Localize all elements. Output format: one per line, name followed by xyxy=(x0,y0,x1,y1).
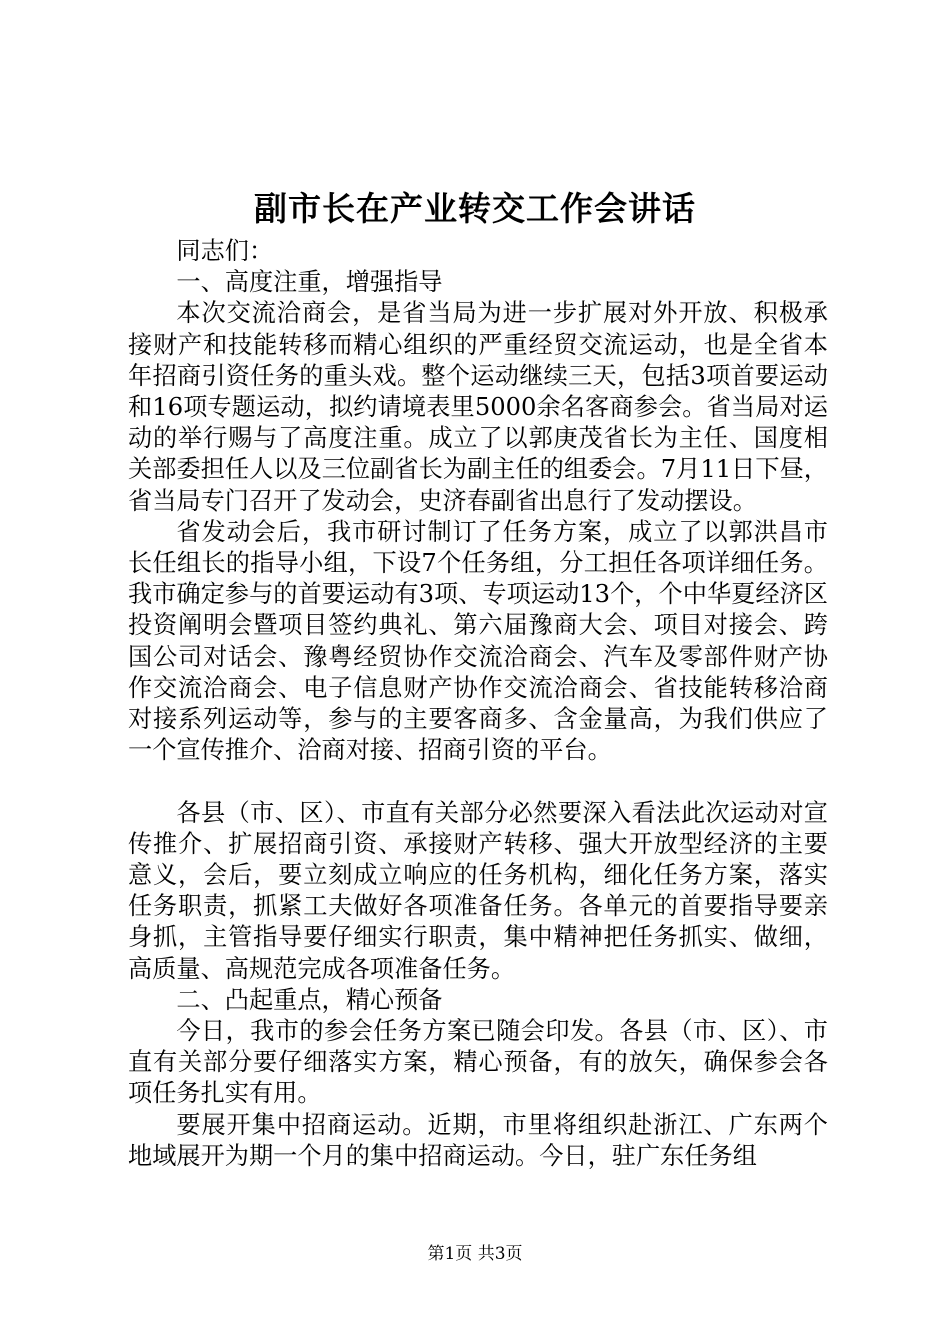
paragraph: 要展开集中招商运动。近期，市里将组织赴浙江、广东两个地域展开为期一个月的集中招商运动。今日，驻广东任务组 xyxy=(128,1110,828,1170)
page-footer: 第1页 共3页 xyxy=(427,1244,523,1264)
salutation: 同志们： xyxy=(176,237,274,265)
paragraph: 今日，我市的参会任务方案已随会印发。各县（市、区）、市直有关部分要仔细落实方案，精心预备，有的放矢，确保参会各项任务扎实有用。 xyxy=(128,1017,828,1108)
section-heading-1: 一、高度注重，增强指导 xyxy=(176,268,443,297)
paragraph: 省发动会后，我市研讨制订了任务方案，成立了以郭洪昌市长任组长的指导小组，下设7个任务组，分工担任各项详细任务。我市确定参与的首要运动有3项、专项运动13个，个中华夏经济区投资阐明会暨项目签约典礼、第六届豫商大会、项目对接会、跨国公司对话会、豫粤经贸协作交流洽商会、汽车及零部件财产协作交流洽商会、电子信息财产协作交流洽商会、省技能转移洽商对接系列运动等，参与的主要客商多、含金量高，为我们供应了一个宣传推介、洽商对接、招商引资的平台。 xyxy=(128,517,828,765)
paragraph: 各县（市、区）、市直有关部分必然要深入看法此次运动对宣传推介、扩展招商引资、承接财产转移、强大开放型经济的主要意义，会后，要立刻成立响应的任务机构，细化任务方案，落实任务职责，抓紧工夫做好各项准备任务。各单元的首要指导要亲身抓，主管指导要仔细实行职责，集中精神把任务抓实、做细，高质量、高规范完成各项准备任务。 xyxy=(128,798,828,983)
document-body xyxy=(128,236,828,1172)
paragraph: 本次交流洽商会，是省当局为进一步扩展对外开放、积极承接财产和技能转移而精心组织的严重经贸交流运动，也是全省本年招商引资任务的重头戏。整个运动继续三天，包括3项首要运动和16项专题运动，拟约请境表里5000余名客商参会。省当局对运动的举行赐与了高度注重。成立了以郭庚茂省长为主任、国度相关部委担任人以及三位副省长为副主任的组委会。7月11日下昼，省当局专门召开了发动会，史济春副省出息行了发动摆设。 xyxy=(128,299,828,515)
paragraph-gap xyxy=(128,766,828,797)
document-title: 副市长在产业转交工作会讲话 xyxy=(254,189,696,228)
section-heading-2: 二、凸起重点，精心预备 xyxy=(176,985,443,1014)
